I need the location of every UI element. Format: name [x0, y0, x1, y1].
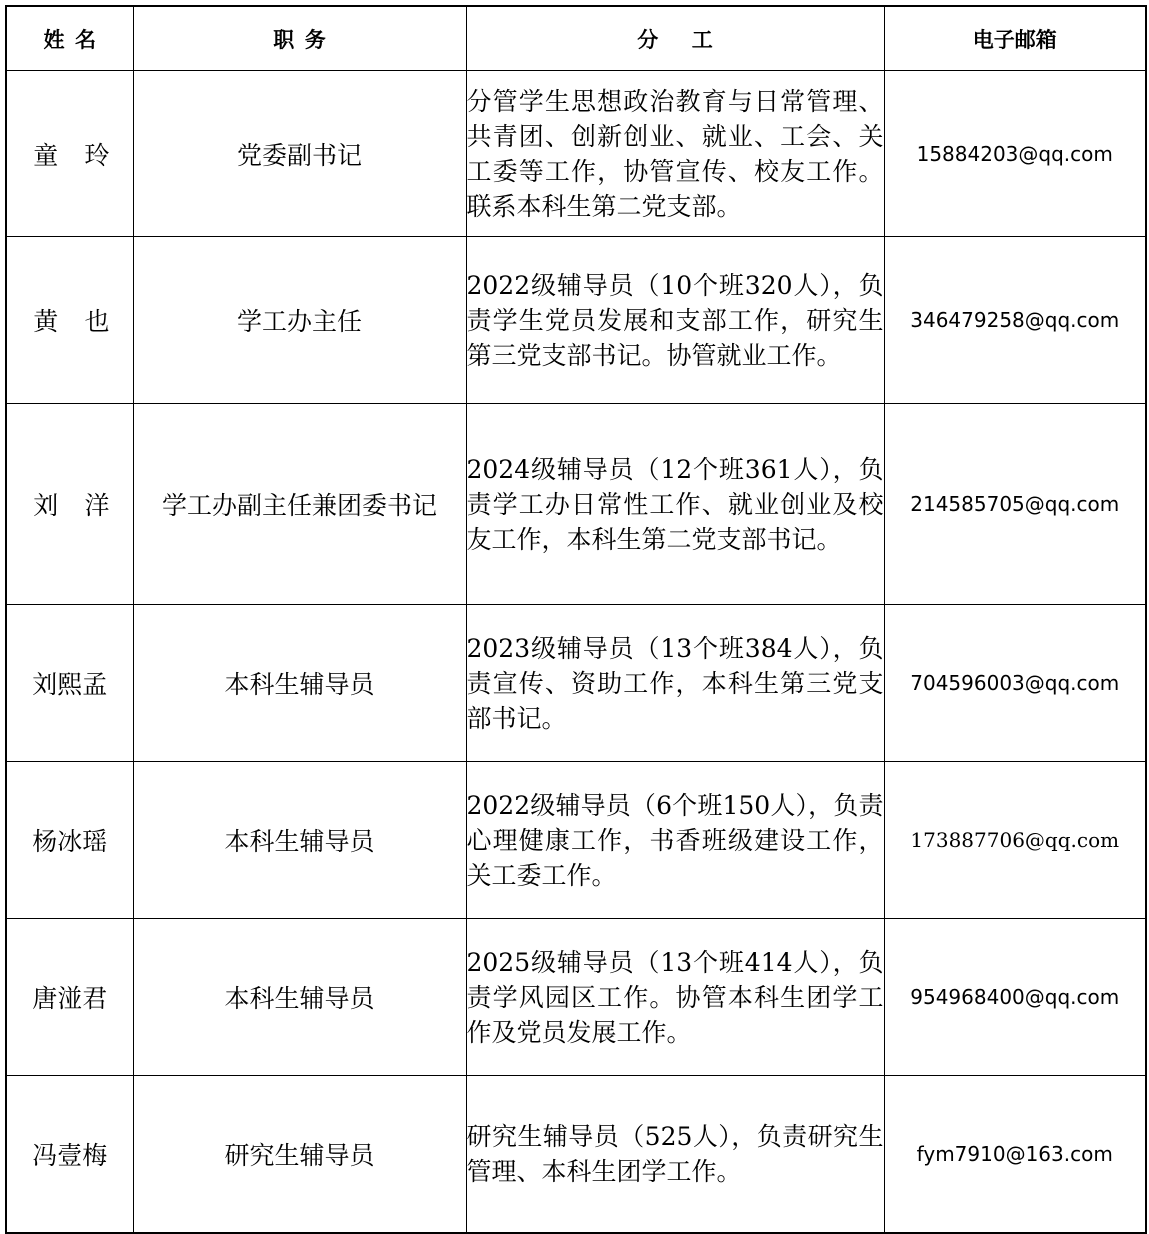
email-cell: 954968400@qq.com: [884, 919, 1146, 1076]
email-cell: 346479258@qq.com: [884, 237, 1146, 404]
name-cell: 刘熙孟: [6, 605, 133, 762]
duty-cell: 2023级辅导员（13个班384人），负责宣传、资助工作，本科生第三党支部书记。: [466, 605, 884, 762]
name-cell: 唐湴君: [6, 919, 133, 1076]
table-row: [6, 762, 1146, 919]
email-cell: 704596003@qq.com: [884, 605, 1146, 762]
name-cell: 杨冰瑶: [6, 762, 133, 919]
duty-cell: 研究生辅导员（525人），负责研究生管理、本科生团学工作。: [466, 1076, 884, 1233]
name-cell: 童玲: [6, 71, 133, 237]
duty-cell: 2025级辅导员（13个班414人），负责学风园区工作。协管本科生团学工作及党员发展工作。: [466, 919, 884, 1076]
email-cell: fym7910@163.com: [884, 1076, 1146, 1233]
table-row: [6, 71, 1146, 237]
table-header-row: [6, 6, 1146, 71]
title-cell: 学工办主任: [133, 237, 466, 404]
column-header-title: 职务: [133, 6, 466, 71]
title-cell: 本科生辅导员: [133, 919, 466, 1076]
table-row: [6, 237, 1146, 404]
name-cell: 黄也: [6, 237, 133, 404]
name-cell: 刘洋: [6, 404, 133, 605]
table-row: [6, 1076, 1146, 1233]
email-cell: 15884203@qq.com: [884, 71, 1146, 237]
column-header-name: 姓名: [6, 6, 133, 71]
duty-cell: 2022级辅导员（6个班150人），负责心理健康工作，书香班级建设工作，关工委工作。: [466, 762, 884, 919]
email-cell: 214585705@qq.com: [884, 404, 1146, 605]
title-cell: 本科生辅导员: [133, 762, 466, 919]
table-row: [6, 605, 1146, 762]
email-cell: 173887706@qq.com: [884, 762, 1146, 919]
duty-cell: 分管学生思想政治教育与日常管理、共青团、创新创业、就业、工会、关工委等工作，协管宣传、校友工作。联系本科生第二党支部。: [466, 71, 884, 237]
column-header-email: 电子邮箱: [884, 6, 1146, 71]
title-cell: 本科生辅导员: [133, 605, 466, 762]
duty-cell: 2024级辅导员（12个班361人），负责学工办日常性工作、就业创业及校友工作，本科生第二党支部书记。: [466, 404, 884, 605]
staff-table: [5, 5, 1147, 1234]
table-row: [6, 404, 1146, 605]
column-header-duty: 分工: [466, 6, 884, 71]
table-row: [6, 919, 1146, 1076]
duty-cell: 2022级辅导员（10个班320人），负责学生党员发展和支部工作，研究生第三党支部书记。协管就业工作。: [466, 237, 884, 404]
title-cell: 研究生辅导员: [133, 1076, 466, 1233]
title-cell: 党委副书记: [133, 71, 466, 237]
title-cell: 学工办副主任兼团委书记: [133, 404, 466, 605]
name-cell: 冯壹梅: [6, 1076, 133, 1233]
